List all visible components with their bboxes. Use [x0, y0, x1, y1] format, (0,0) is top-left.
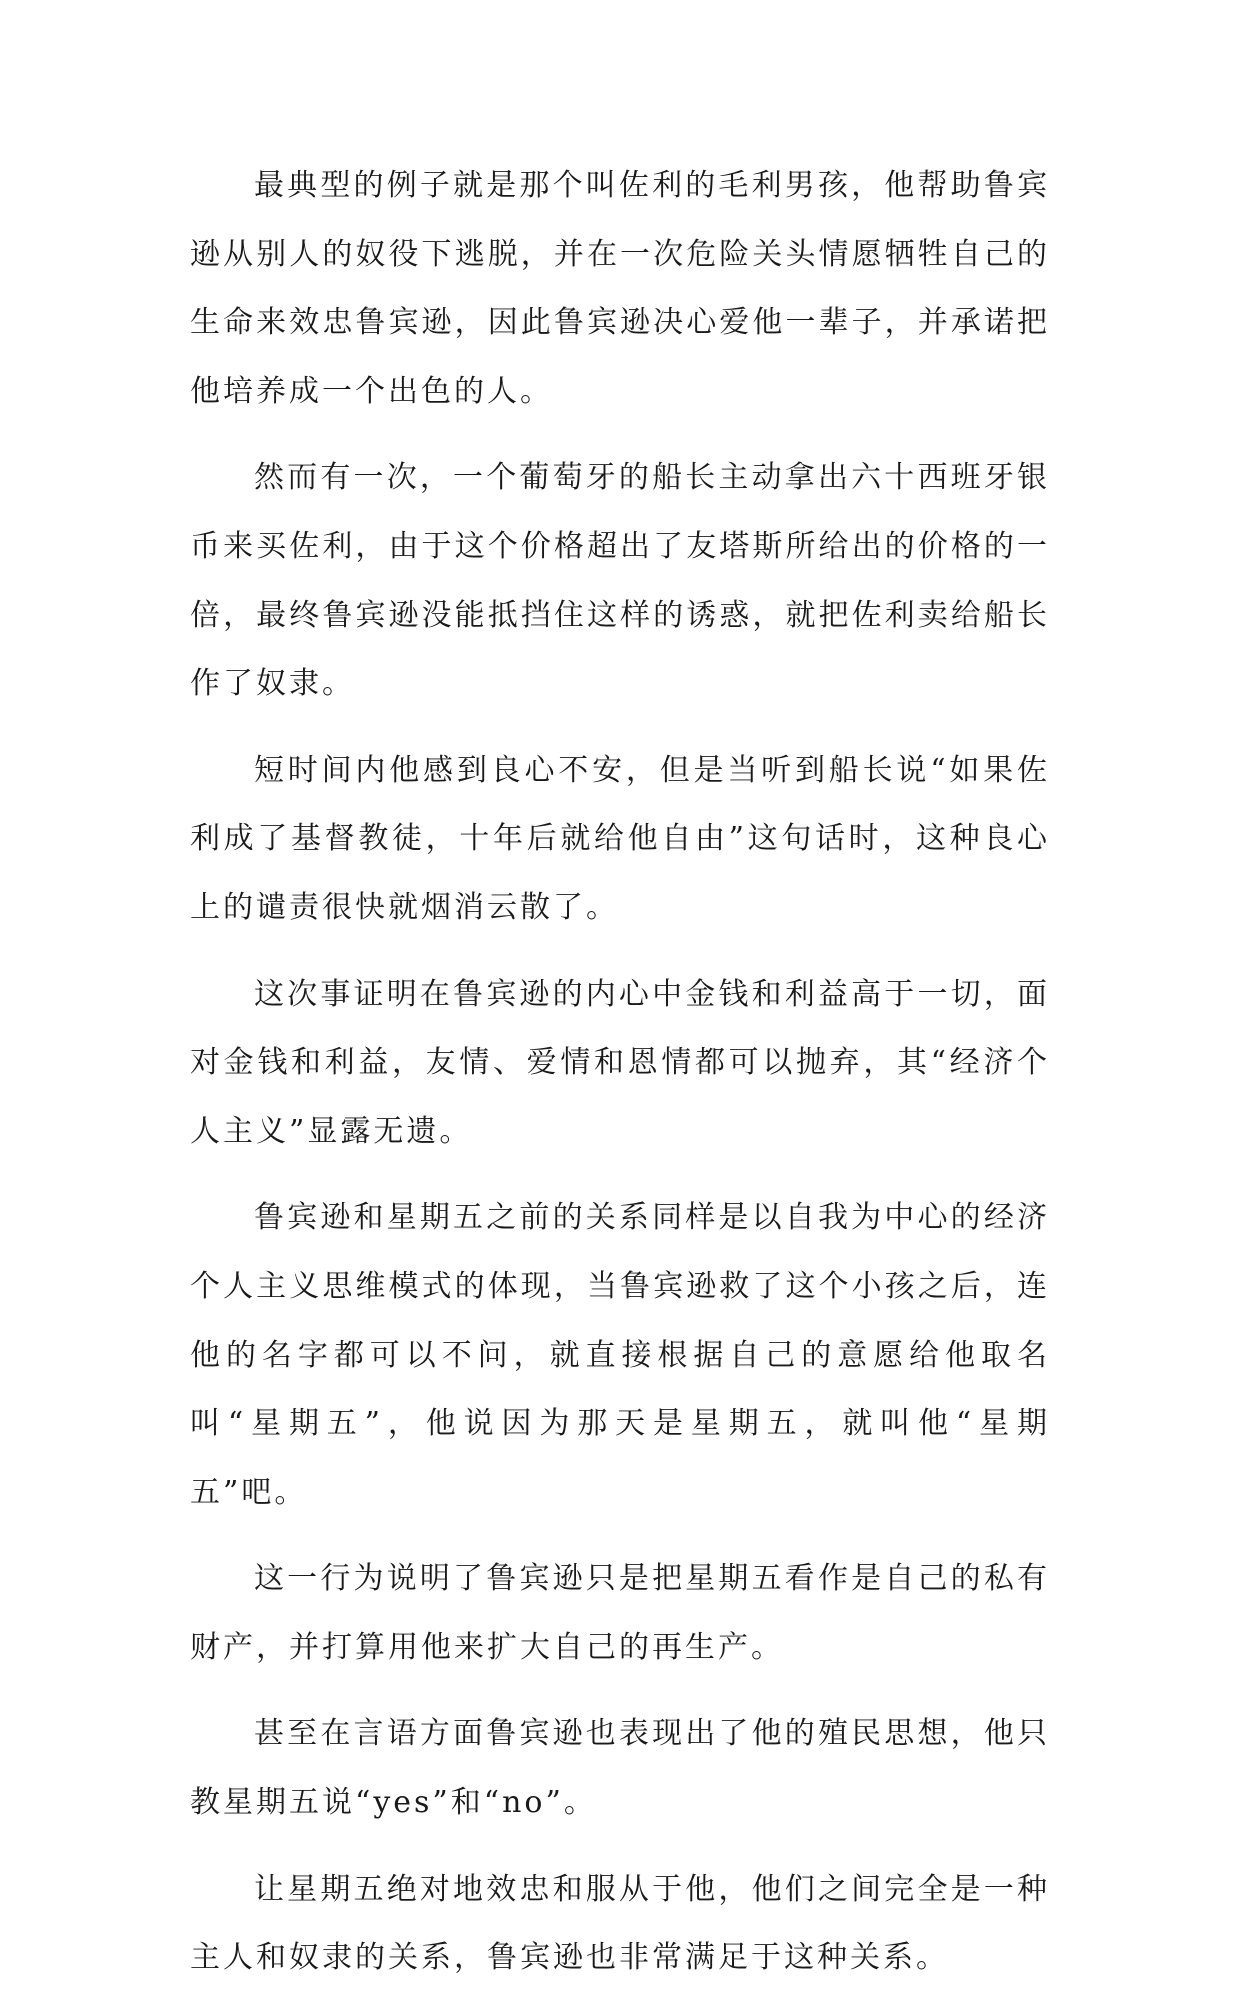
document-body	[190, 152, 1050, 2011]
paragraph-4: 这次事证明在鲁宾逊的内心中金钱和利益高于一切，面对金钱和利益，友情、爱情和恩情都可以抛弃，其“经济个人主义”显露无遗。	[190, 976, 1050, 1149]
paragraph-3: 短时间内他感到良心不安，但是当听到船长说“如果佐利成了基督教徒，十年后就给他自由”这句话时，这种良心上的谴责很快就烟消云散了。	[190, 752, 1050, 925]
paragraph-6: 这一行为说明了鲁宾逊只是把星期五看作是自己的私有财产，并打算用他来扩大自己的再生产。	[190, 1561, 1050, 1665]
paragraph-5: 鲁宾逊和星期五之前的关系同样是以自我为中心的经济个人主义思维模式的体现，当鲁宾逊救了这个小孩之后，连他的名字都可以不问，就直接根据自己的意愿给他取名叫“星期五”，他说因为那天是星期五，就叫他“星期五”吧。	[190, 1200, 1050, 1510]
paragraph-2: 然而有一次，一个葡萄牙的船长主动拿出六十西班牙银币来买佐利，由于这个价格超出了友塔斯所给出的价格的一倍，最终鲁宾逊没能抵挡住这样的诱惑，就把佐利卖给船长作了奴隶。	[190, 460, 1050, 702]
paragraph-7: 甚至在言语方面鲁宾逊也表现出了他的殖民思想，他只教星期五说“yes”和“no”。	[190, 1716, 1050, 1821]
paragraph-8: 让星期五绝对地效忠和服从于他，他们之间完全是一种主人和奴隶的关系，鲁宾逊也非常满足于这种关系。	[190, 1871, 1050, 1976]
paragraph-1: 最典型的例子就是那个叫佐利的毛利男孩，他帮助鲁宾逊从别人的奴役下逃脱，并在一次危险关头情愿牺牲自己的生命来效忠鲁宾逊，因此鲁宾逊决心爱他一辈子，并承诺把他培养成一个出色的人。	[190, 168, 1050, 409]
